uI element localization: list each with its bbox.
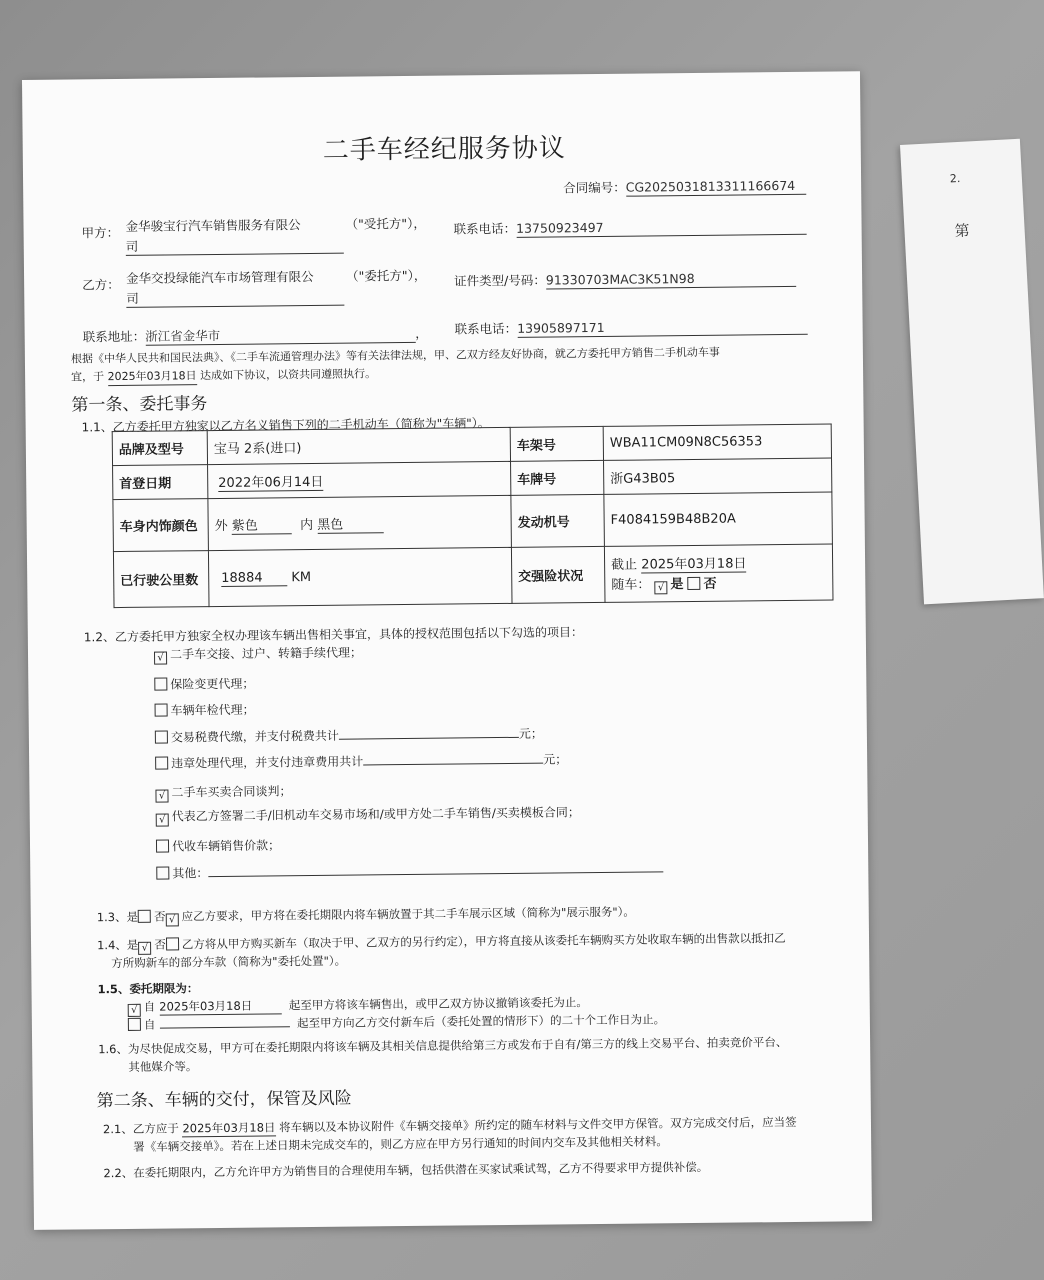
vin-label: 车架号 (510, 426, 603, 461)
clause-2-1: 2.1、乙方应于 2025年03月18日 将车辆以及本协议附件《车辆交接单》所约定的随车材料与文件交甲方保管。双方完成交付后，应当签 (102, 1114, 797, 1137)
party-b-name-cont: 司 (126, 289, 344, 308)
party-a-name: 金华骏宝行汽车销售服务有限公 (125, 217, 301, 234)
clause-1-1: 1.1、乙方委托甲方独家以乙方名义销售下列的二手机动车（简称为"车辆"）。 (81, 416, 490, 435)
auth-item-blank[interactable] (208, 859, 663, 877)
intro-date: 2025年03月18日 (108, 368, 197, 386)
auth-item (156, 804, 580, 826)
insurance-until-date: 2025年03月18日 (641, 552, 746, 573)
party-a-role: （"受托方"）， (345, 215, 426, 232)
exterior-color: 紫色 (232, 514, 292, 535)
clause-1-6-cont: 其他媒介等。 (128, 1059, 198, 1074)
party-b-phone: 联系电话：13905897171 (455, 318, 808, 339)
party-b-id-value: 91330703MAC3K51N98 (546, 270, 796, 290)
clause-1-6: 1.6、为尽快促成交易，甲方可在委托期限内将该车辆及其相关信息提供给第三方或发布于自有/第三方的线上交易平台、拍卖竞价平台、 (98, 1035, 788, 1057)
clause-1-4: 1.4、是 √ 否 乙方将从甲方购买新车（取决于甲、乙双方的另行约定），甲方将直接从该委托车辆购买方处收取车辆的出售款以抵扣乙 (96, 931, 786, 954)
term-option-1: √ 自 2025年03月18日 起至甲方将该车辆售出，或甲乙双方协议撤销该委托为止。 (128, 994, 588, 1017)
address-value: 浙江省金华市 (145, 326, 415, 346)
auth-item (154, 676, 254, 693)
document-title: 二手车经纪服务协议 (322, 133, 566, 166)
auth-item-label: 代表乙方签署二手/旧机动车交易市场和/或甲方处二手车销售/买卖模板合同； (171, 805, 580, 824)
party-a-phone-value: 13750923497 (516, 218, 806, 238)
auth-item (156, 837, 280, 854)
auth-item-checkbox[interactable] (156, 840, 169, 853)
term-option-2-checkbox[interactable] (128, 1018, 141, 1031)
reg-date-value: 2022年06月14日 (218, 470, 323, 491)
table-row (113, 492, 833, 552)
vehicle-table (112, 424, 834, 609)
mileage-label: 已行驶公里数 (113, 551, 209, 608)
auth-item (154, 644, 362, 664)
contract-number-value: CG2025031813311166674 (626, 178, 806, 197)
clause-1-4-cont: 方所购新车的部分车款（简称为"委托处置"）。 (111, 953, 347, 971)
plate-value: 浙G43B05 (604, 458, 832, 494)
auth-item (155, 783, 291, 802)
reg-date-cell (208, 461, 511, 498)
auth-item-suffix: 元； (543, 752, 568, 767)
auth-item (155, 725, 543, 746)
plate-label: 车牌号 (511, 460, 604, 495)
article-1-title: 第一条、委托事务 (71, 394, 208, 416)
contract-document (22, 71, 872, 1230)
article-2-title: 第二条、车辆的交付，保管及风险 (96, 1088, 352, 1112)
interior-color: 黑色 (317, 513, 383, 534)
auth-item-label: 二手车买卖合同谈判； (171, 784, 292, 800)
auth-item-checkbox[interactable] (154, 678, 167, 691)
insurance-cell: 截止 2025年03月18日 随车： √ 是 否 (604, 544, 833, 602)
mileage-cell: 18884 KM (208, 547, 512, 606)
auth-item (155, 750, 567, 771)
color-cell: 外 紫色 内 黑色 (208, 495, 512, 550)
auth-item-suffix: 元； (518, 726, 543, 741)
auth-item-label: 交易税费代缴，并支付税费共计 (170, 728, 339, 745)
background-sheet (900, 139, 1044, 605)
clause-1-2: 1.2、乙方委托甲方独家全权办理该车辆出售相关事宜，具体的授权范围包括以下勾选的项目： (83, 625, 583, 645)
term-option-1-checkbox[interactable]: √ (128, 1004, 141, 1017)
term-start-date: 2025年03月18日 (159, 997, 281, 1015)
clause-2-2: 2.2、在委托期限内，乙方允许甲方为销售目的合理使用车辆，包括供潜在买家试乘试驾，乙方不得要求甲方提供补偿。 (103, 1159, 709, 1181)
auth-item-checkbox[interactable]: √ (154, 652, 167, 665)
party-b-name: 金华交投绿能汽车市场管理有限公 (126, 268, 314, 286)
engine-label: 发动机号 (511, 494, 605, 547)
auth-item-label: 代收车辆销售价款； (171, 838, 281, 854)
auth-item-label: 保险变更代理； (170, 676, 255, 692)
delivery-date: 2025年03月18日 (182, 1120, 276, 1136)
party-b-role: （"委托方"）， (345, 267, 427, 284)
intro-line-1: 根据《中华人民共和国民法典》、《二手车流通管理办法》等有关法律法规，甲、乙双方经友好协商，就乙方委托甲方销售二手机动车事 (70, 345, 720, 366)
engine-value: F4084159B48B20A (604, 492, 833, 546)
auth-item (155, 702, 255, 719)
auth-item-blank[interactable] (363, 751, 543, 766)
contract-number: 合同编号：CG2025031813311166674 (563, 178, 806, 198)
clause-1-4-no-checkbox[interactable] (166, 937, 179, 950)
party-b-label: 乙方： (82, 276, 120, 293)
table-row (113, 544, 833, 608)
clause-1-5-title: 1.5、委托期限为： (97, 981, 199, 997)
term-option-2-blank[interactable] (159, 1026, 289, 1028)
address: 联系地址：浙江省金华市 ， (82, 325, 428, 345)
clause-1-3-no-checkbox[interactable]: √ (166, 913, 179, 926)
clause-1-4-yes-checkbox[interactable]: √ (138, 942, 151, 955)
auth-item-label: 其他： (172, 866, 209, 881)
reg-date-label: 首登日期 (113, 465, 208, 500)
vin-value: WBA11CM09N8C56353 (603, 424, 831, 460)
party-a-label: 甲方： (81, 224, 120, 241)
auth-item-label: 二手车交接、过户、转籍手续代理； (169, 645, 363, 662)
brand-value: 宝马 2系(进口) (207, 427, 510, 464)
side-sheet-num: 2. (949, 171, 961, 186)
brand-label: 品牌及型号 (112, 431, 207, 466)
side-sheet-char: 第 (954, 221, 971, 241)
auth-item (156, 859, 663, 881)
auth-item-blank[interactable] (339, 725, 519, 740)
clause-1-3: 1.3、是 否 √ 应乙方要求，甲方将在委托期限内将车辆放置于其二手车展示区域（简称为"展示服务"）。 (96, 904, 635, 926)
insurance-yes-checkbox[interactable]: √ (654, 581, 667, 594)
auth-item-label: 车辆年检代理； (170, 702, 255, 718)
auth-item-checkbox[interactable]: √ (155, 790, 168, 803)
auth-item-checkbox[interactable]: √ (156, 814, 169, 827)
insurance-no-checkbox[interactable] (688, 577, 701, 590)
clause-1-3-yes-checkbox[interactable] (138, 910, 151, 923)
party-a-phone: 联系电话：13750923497 (454, 218, 807, 239)
mileage-value: 18884 (221, 570, 287, 587)
term-option-2: 自 起至甲方向乙方交付新车后（委托处置的情形下）的二十个工作日为止。 (128, 1011, 665, 1033)
auth-item-checkbox[interactable] (155, 704, 168, 717)
party-b-phone-value: 13905897171 (517, 318, 807, 338)
auth-item-checkbox[interactable] (156, 867, 169, 880)
auth-item-checkbox[interactable] (155, 731, 168, 744)
color-label: 车身内饰颜色 (113, 499, 209, 552)
party-a-name-cont: 司 (126, 237, 344, 256)
auth-item-label: 违章处理代理，并支付违章费用共计 (171, 754, 364, 771)
intro-line-2: 宜，于 2025年03月18日 达成如下协议，以资共同遵照执行。 (71, 366, 376, 386)
insurance-label: 交强险状况 (511, 546, 605, 603)
party-b-id: 证件类型/号码：91330703MAC3K51N98 (454, 270, 796, 291)
clause-2-1-cont: 署《车辆交接单》。若在上述日期未完成交车的，则乙方应在甲方另行通知的时间内交车及其他相关材料。 (133, 1134, 668, 1154)
auth-item-checkbox[interactable] (155, 757, 168, 770)
